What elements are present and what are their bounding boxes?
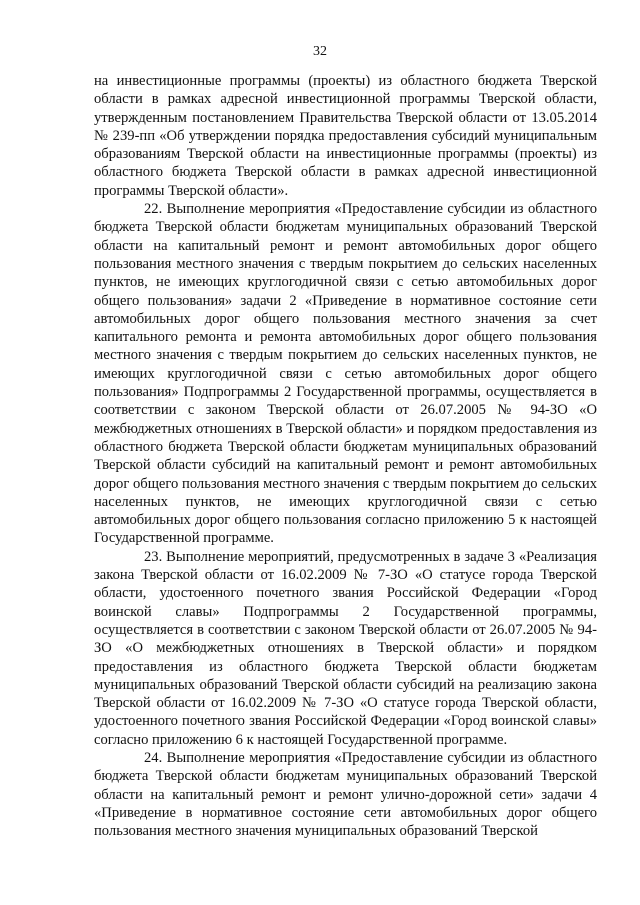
paragraph-24: 24. Выполнение мероприятия «Предоставление субсидии из областного бюджета Тверской области бюджетам муниципальных образований Тверской области на капитальный ремонт и ремонт улично-дорожной сети» задачи 4 «Приведение в нормативное состояние сети автомобильных дорог общего пользования местного значения муниципальных образований Тверской: [94, 749, 597, 840]
paragraph-continuation: на инвестиционные программы (проекты) из областного бюджета Тверской области в рамках адресной инвестиционной программы Тверской области, утвержденным постановлением Правительства Тверской области от 13.05.2014 № 239-пп «Об утверждении порядка предоставления субсидий муниципальным образованиям Тверской области на инвестиционные программы (проекты) из областного бюджета Тверской области в рамках адресной инвестиционной программы Тверской области».: [94, 73, 597, 199]
document-body: [94, 72, 597, 840]
page-number: 32: [313, 44, 327, 59]
paragraph-23: 23. Выполнение мероприятий, предусмотренных в задаче 3 «Реализация закона Тверской области от 16.02.2009 № 7-ЗО «О статусе города Тверской области, удостоенного почетного звания Российской Федерации «Город воинской славы» Подпрограммы 2 Государственной программы, осуществляется в соответствии с законом Тверской области от 26.07.2005 № 94-ЗО «О межбюджетных отношениях в Тверской области» и порядком предоставления из областного бюджета Тверской области бюджетам муниципальных образований Тверской области субсидий на реализацию закона Тверской области от 16.02.2009 № 7-ЗО «О статусе города Тверской области, удостоенного почетного звания Российской Федерации «Город воинской славы» согласно приложению 6 к настоящей Государственной программе.: [94, 548, 597, 748]
paragraph-22: 22. Выполнение мероприятия «Предоставление субсидии из областного бюджета Тверской области бюджетам муниципальных образований Тверской области на капитальный ремонт и ремонт автомобильных дорог общего пользования местного значения с твердым покрытием до сельских населенных пунктов, не имеющих круглогодичной связи с сетью автомобильных дорог общего пользования» задачи 2 «Приведение в нормативное состояние сети автомобильных дорог общего пользования местного значения за счет капитального ремонта и ремонта автомобильных дорог общего пользования местного значения с твердым покрытием до сельских населенных пунктов, не имеющих круглогодичной связи с сетью автомобильных дорог общего пользования» Подпрограммы 2 Государственной программы, осуществляется в соответствии с законом Тверской области от 26.07.2005 № 94-ЗО «О межбюджетных отношениях в Тверской области» и порядком предоставления из областного бюджета Тверской области бюджетам муниципальных образований Тверской области субсидий на капитальный ремонт и ремонт автомобильных дорог общего пользования местного значения с твердым покрытием до сельских населенных пунктов, не имеющих круглогодичной связи с сетью автомобильных дорог общего пользования согласно приложению 5 к настоящей Государственной программе.: [94, 201, 597, 547]
